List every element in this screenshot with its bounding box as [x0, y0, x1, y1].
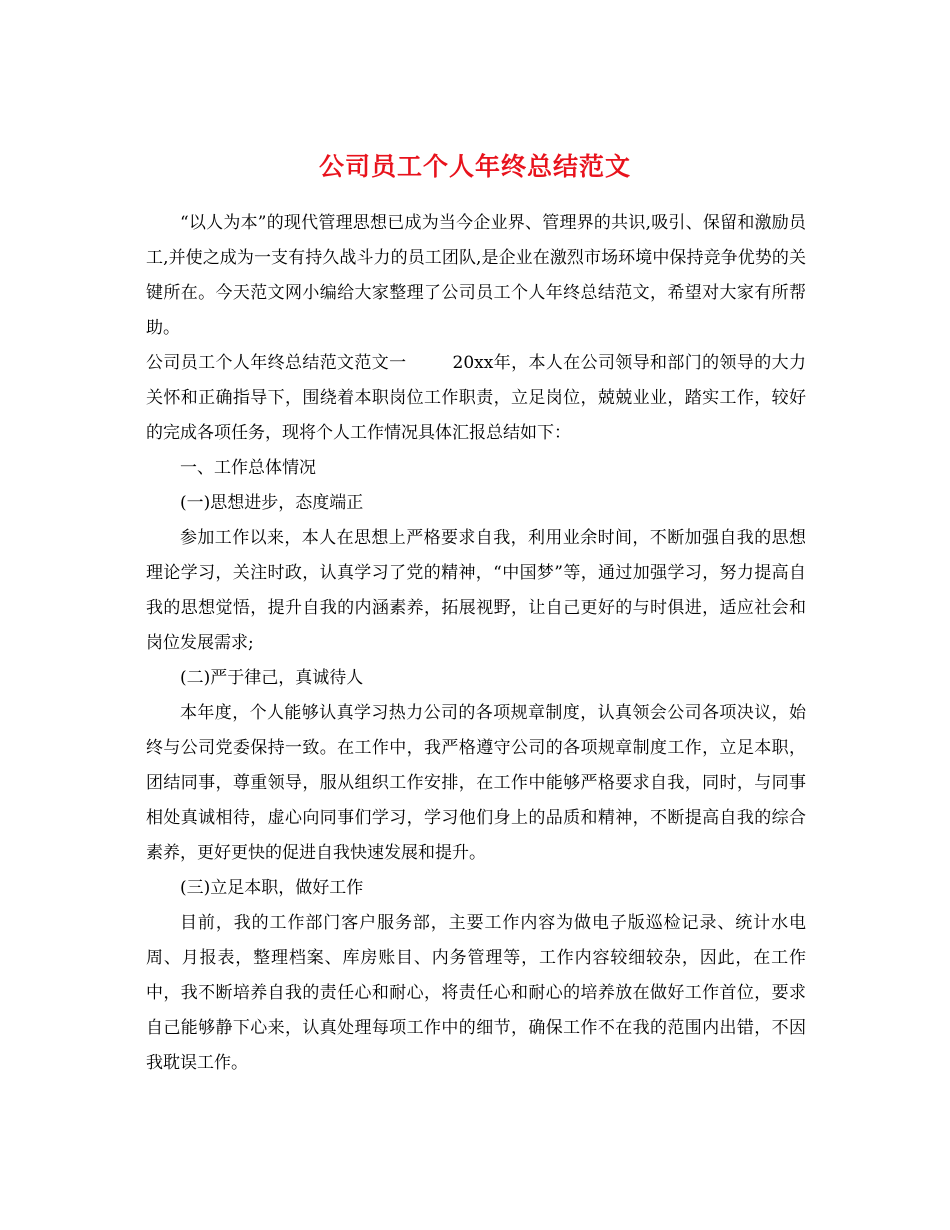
subsection-body-2: 本年度，个人能够认真学习热力公司的各项规章制度，认真领会公司各项决议，始终与公司党委保持一致。在工作中，我严格遵守公司的各项规章制度工作，立足本职，团结同事，尊重领导，服从组织工作安排，在工作中能够严格要求自我，同时，与同事相处真诚相待，虚心向同事们学习，学习他们身上的品质和精神，不断提高自我的综合素养，更好更快的促进自我快速发展和提升。 [146, 703, 806, 863]
sample-heading: 公司员工个人年终总结范文范文一 [146, 353, 407, 373]
sample-opening: 20xx年，本人在公司领导和部门的领导的大力关怀和正确指导下，围绕着本职岗位工作职责，立足岗位，兢兢业业，踏实工作，较好的完成各项任务，现将个人工作情况具体汇报总结如下： [146, 353, 807, 443]
subsection-heading-3: (三)立足本职，做好工作 [180, 878, 364, 898]
intro-paragraph: “以人为本”的现代管理思想已成为当今企业界、管理界的共识,吸引、保留和激励员工,并使之成为一支有持久战斗力的员工团队,是企业在激烈市场环境中保持竞争优势的关键所在。今天范文网小编给大家整理了公司员工个人年终总结范文，希望对大家有所帮助。 [146, 213, 806, 338]
subsection-heading-1: (一)思想进步，态度端正 [180, 493, 364, 513]
subsection-heading-2: (二)严于律己，真诚待人 [180, 668, 364, 688]
subsection-body-1: 参加工作以来，本人在思想上严格要求自我，利用业余时间，不断加强自我的思想理论学习，关注时政，认真学习了党的精神，“中国梦”等，通过加强学习，努力提高自我的思想觉悟，提升自我的内涵素养，拓展视野，让自己更好的与时俱进，适应社会和岗位发展需求; [146, 528, 806, 653]
subsection-body-3: 目前，我的工作部门客户服务部，主要工作内容为做电子版巡检记录、统计水电周、月报表，整理档案、库房账目、内务管理等，工作内容较细较杂，因此，在工作中，我不断培养自我的责任心和耐心，将责任心和耐心的培养放在做好工作首位，要求自己能够静下心来，认真处理每项工作中的细节，确保工作不在我的范围内出错，不因我耽误工作。 [146, 913, 806, 1073]
sample-paragraph [146, 346, 806, 451]
document-title: 公司员工个人年终总结范文 [318, 151, 631, 181]
document-body [146, 206, 806, 1081]
section-heading: 一、工作总体情况 [180, 458, 316, 478]
